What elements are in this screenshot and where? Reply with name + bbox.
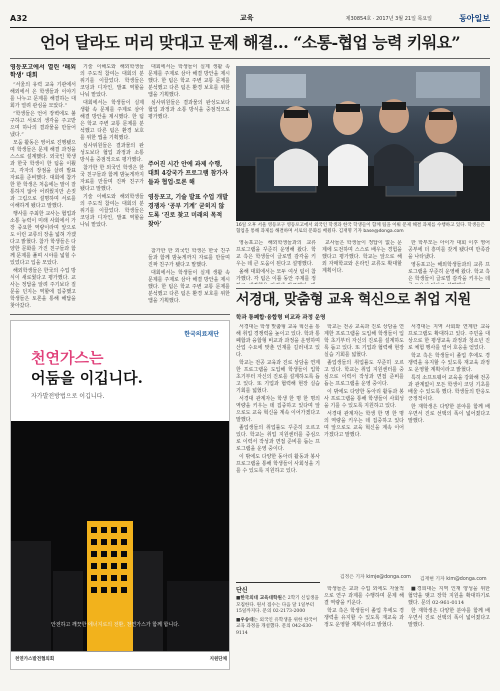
right-paragraph: 이 밖에도 다양한 동아리 활동과 봉사 프로그램을 통해 학생들이 사회성을 기를 수 있도록 지원하고 있다. — [324, 389, 404, 409]
brief-title: 단신 — [236, 587, 248, 594]
right-top-paragraph: 영등포고는 해외학생들과의 교류 프로그램을 꾸준히 운영해 왔다. 학교 측은 학생들이 글로벌 감각을 키우는 데 큰 도움이 된다고 설명했다. — [236, 240, 316, 267]
ad-rule — [10, 314, 230, 315]
pullquote: 영등포고, 기술 발표 수업 개발 경쟁자 ‘공부 기계’ 굳히지 않도록 ‘진로 찾고 미래의 목적 찾아’ — [148, 194, 228, 228]
right-top-col-3 — [408, 240, 490, 284]
left-paragraph: “학생들은 언어 장벽에도 불구하고 서로의 생각을 주고받으며 하나의 결과물을 만들어 냈다.” — [10, 111, 76, 138]
main-headline: 언어 달라도 머리 맞대고 문제 해결… “소통-협업 능력 키워요” — [39, 33, 461, 52]
section-name: 교육 — [240, 14, 254, 22]
left-paragraph: “서울의 유력 교육 기관에서 해외에서 온 학생들과 이야기를 나누고 문제를 해결하는 대회가 열려 관심을 모았다.” — [10, 82, 76, 109]
header-rule — [10, 27, 490, 28]
mid-paragraph: 대회에서는 학생들이 실제 생활 속 문제를 주제로 삼아 해결 방안을 제시했다. 한 팀은 학교 주변 교통 문제를 분석했고 다른 팀은 환경 보호를 위한 앱을 기획했다. — [148, 270, 230, 304]
page-number: A32 — [10, 13, 28, 23]
left-article — [10, 64, 76, 312]
left-paragraph: 해외학생들은 한국의 수업 방식이 새로웠다고 평가했다. 교사는 정답을 알려 주기보다 질문을 던지는 역할에 집중했고 학생들은 토론을 통해 해답을 찾아갔다. — [10, 268, 76, 309]
mid-paragraph: 기술 이해도와 해외학생들의 주도적 참여는 대회의 분위기를 이끌었다. 학생들은 코딩과 디자인, 발표 역할을 나눠 맡았다. — [80, 194, 144, 228]
right-article-subhead: 학과 통폐합·융합형 비교과 과정 운영 — [236, 315, 326, 321]
right-col-byline: 김재현 기자 kim@donga.com — [420, 577, 487, 582]
ad-night-scene — [11, 421, 230, 651]
advertisement — [10, 320, 230, 670]
ad-footer — [11, 651, 230, 670]
pullquote: 주어진 시간 안에 과제 수행, 대회 4강국가 프로그램 참가자들과 협업·토론 해 — [148, 161, 228, 186]
brief-item-head: ■우송대 — [236, 617, 254, 623]
right-paragraph: 서경대 관계자는 학생 한 명 한 명의 역량을 키우는 데 집중하고 있다며 앞으로도 교육 혁신을 계속 이어가겠다고 말했다. — [324, 411, 404, 438]
left-paragraph: 모둠 활동은 영어로 진행됐으며 학생들은 문제 해결 과정을 스스로 설계했다. 외국인 학생과 한국 학생이 한 팀을 이뤘고, 각자의 장점을 살려 발표 자료를 준비했다. 대회에 참가한 한 학생은 처음에는 말이 잘 통하지 않아 어려웠지만 손짓과 그림으로 설명하며 서로를 이해하게 됐다고 말했다. — [10, 140, 76, 209]
ad-sponsor: 지원단체 — [209, 657, 227, 662]
mid-paragraph: 심사위원들은 결과물의 완성도보다 협업 과정과 소통 방식을 중점적으로 평가했다. — [148, 100, 230, 120]
right-paragraph: 졸업생들의 취업률도 꾸준히 오르고 있다. 학교는 취업 지원센터를 중심으로 이력서 작성과 면접 준비를 돕는 프로그램을 운영 중이다. — [324, 360, 404, 387]
right-article-rule — [236, 288, 490, 289]
ad-logo: 한국의료재단 — [184, 331, 219, 338]
brief-item-text: 은 2학기 신입생을 모집한다. 원서 접수는 다음 달 1일부터 15일까지다. 문의 02-2173-2000 — [236, 596, 319, 614]
ad-bottom-line: 안전하고 깨끗한 에너지로의 전환, 천연가스가 함께 합니다. — [51, 622, 180, 628]
mid-paragraph: 참가한 한 외국인 학생은 한국 친구들과 함께 밤늦게까지 자료를 만들며 진짜 친구가 됐다고 말했다. — [148, 248, 230, 268]
news-photo — [236, 66, 490, 221]
brief-item — [236, 618, 320, 638]
photo-caption — [236, 223, 490, 235]
right-top-paragraph: 교사들은 학생들이 정답이 없는 문제에 도전하며 스스로 배우는 경험을 했다고 평가했다. 학교는 앞으로 해외 자매학교와 온라인 교류도 확대할 계획이다. — [322, 240, 402, 274]
brief-item-head: ■한국외대 교육대학원 — [236, 596, 282, 601]
right-article-headline: 서경대, 맞춤형 교육 혁신으로 취업 지원 — [236, 292, 471, 308]
bottom-col-2 — [324, 586, 404, 674]
bottom-paragraph: ■경희대는 지역 인재 양성을 위한 협약을 맺고 장학 지원을 확대하기로 했다. 문의 02-961-0114 — [408, 586, 490, 606]
right-top-paragraph: 올해 대회에서는 모두 여섯 팀이 참가했다. 각 팀은 이틀 동안 주제를 정 — [236, 269, 316, 282]
third-column-top — [148, 64, 230, 156]
right-top-paragraph: 한 학부모는 아이가 대회 이후 영어 공부에 더 흥미를 갖게 됐다며 만족감을 나타냈다. — [408, 240, 490, 260]
right-article-byline: 김정은 기자 kimje@donga.com — [340, 575, 411, 580]
ad-org: 천연가스발전협의회 — [15, 657, 55, 662]
issue-meta: 제30854호 · 2017년 3월 21일 목요일 — [345, 15, 432, 22]
ad-line-1: 천연가스는 — [31, 349, 104, 367]
brief-item-text: 는 외국인 유학생을 위한 한국어 교육 과정을 개설했다. 문의 042-630-9114 — [236, 617, 318, 636]
mid-paragraph: 대회에서는 학생들이 실제 생활 속 문제를 주제로 삼아 해결 방안을 제시했다. 한 팀은 학교 주변 교통 문제를 분석했고 다른 팀은 환경 보호를 위한 앱을 기획했다. — [148, 64, 230, 98]
mid-paragraph: 대회에서는 학생들이 실제 생활 속 문제를 주제로 삼아 해결 방안을 제시했다. 한 팀은 학교 주변 교통 문제를 분석했고 다른 팀은 환경 보호를 위한 앱을 기획했다. — [80, 100, 144, 141]
ad-line-2: 어둠을 이깁니다. — [31, 369, 143, 387]
brief-item — [236, 596, 320, 616]
newspaper-logo: 동아일보 — [459, 12, 490, 23]
left-article-subhead: 영등포고에서 열린 ‘해외학생’ 대회 — [10, 64, 76, 79]
second-column — [80, 64, 144, 312]
left-paragraph: 행사를 주최한 교사는 협업과 소통 능력이 미래 사회에서 가장 중요한 역량이라며 앞으로도 이런 교류의 장을 넓혀 가겠다고 밝혔다. 참가 학생들은 다양한 문화를 가진 친구들과 함께 문제를 풀며 시야를 넓힐 수 있었다고 입을 모았다. — [10, 211, 76, 266]
page-header — [10, 10, 490, 26]
ad-line-3: 자가발전방법으로 이깁니다. — [31, 393, 105, 400]
right-paragraph: 학교는 전공 교육과 진로 상담을 연계한 프로그램을 도입해 학생들이 입학 초기부터 자신의 진로를 설계하도록 돕고 있다. 또 기업과 협력해 현장 실습 기회를 넓혔다. — [236, 360, 320, 394]
caption-text: 16일 오후 서울 영등포구 영등포고에서 외국인 학생과 한국 학생들이 함께 팀을 이뤄 문제 해결 과제를 수행하고 있다. 학생들은 협업을 통해 과제를 해결하며 서로의 문화를 배웠다. — [236, 223, 485, 234]
right-col2-paragraph: 서경대는 지역 사회와 연계한 교육 프로그램도 확대하고 있다. 주민을 대상으로 한 평생교육 과정과 청소년 진로 체험 행사를 열어 호응을 얻었다. — [408, 324, 490, 351]
pullquotes — [148, 160, 230, 235]
right-col2-paragraph: 학교 측은 학생들이 졸업 후에도 경쟁력을 유지할 수 있도록 재교육 과정도 운영할 계획이라고 밝혔다. — [408, 353, 490, 373]
bottom-paragraph: 학생들은 교과 수업 외에도 자율적으로 연구 과제를 수행하며 문제 해결 역량을 키운다. — [324, 586, 404, 606]
right-col2-paragraph: 한 재학생은 다양한 분야를 함께 배우면서 진로 선택의 폭이 넓어졌다고 말했다. — [408, 404, 490, 424]
bottom-col-3 — [408, 586, 490, 674]
students-photo-illustration — [236, 66, 490, 221]
mid-paragraph: 심사위원들은 결과물의 완성도보다 협업 과정과 소통 방식을 중점적으로 평가했다. — [80, 143, 144, 163]
mid-paragraph: 기술 이해도와 해외학생들의 주도적 참여는 대회의 분위기를 이끌었다. 학생들은 코딩과 디자인, 발표 역할을 나눠 맡았다. — [80, 64, 144, 98]
right-top-col-1 — [236, 240, 316, 284]
bottom-paragraph: 한 재학생은 다양한 분야를 함께 배우면서 진로 선택의 폭이 넓어졌다고 말했다. — [408, 608, 490, 628]
right-top-paragraph: 영등포고는 해외학생들과의 교류 프로그램을 꾸준히 운영해 왔다. 학교 측은 학생들이 글로벌 감각을 키우는 데 — [408, 262, 490, 282]
right-paragraph: 서경대 관계자는 학생 한 명 한 명의 역량을 키우는 데 집중하고 있다며 앞으로도 교육 혁신을 계속 이어가겠다고 말했다. — [236, 396, 320, 423]
right-top-col-2 — [322, 240, 402, 284]
bottom-paragraph: 학교 측은 학생들이 졸업 후에도 경쟁력을 유지할 수 있도록 재교육 과정도 운영할 계획이라고 밝혔다. — [324, 608, 404, 628]
news-brief-box — [236, 582, 320, 674]
right-article-col-2 — [324, 324, 404, 574]
right-paragraph: 이 밖에도 다양한 동아리 활동과 봉사 프로그램을 통해 학생들이 사회성을 기를 수 있도록 지원하고 있다. — [236, 454, 320, 474]
third-column-bottom — [148, 248, 230, 312]
headline-rule — [10, 58, 490, 59]
right-article-col-1 — [236, 324, 320, 578]
right-paragraph: 서경대는 학생 맞춤형 교육 혁신을 통해 취업 경쟁력을 높이고 있다. 학과 통폐합과 융합형 비교과 과정을 운영하며 산업 수요에 맞춘 인재를 길러내고 있다. — [236, 324, 320, 358]
photo-credit: 김재명 기자 base@donga.com — [338, 229, 404, 234]
right-col2-paragraph: 특히 소프트웨어 교육을 강화해 전공과 관계없이 모든 학생이 코딩 기초를 배울 수 있도록 했다. 학생들의 반응도 긍정적이다. — [408, 375, 490, 402]
right-paragraph: 졸업생들의 취업률도 꾸준히 오르고 있다. 학교는 취업 지원센터를 중심으로 이력서 작성과 면접 준비를 돕는 프로그램을 운영 중이다. — [236, 425, 320, 452]
right-article-col-3 — [408, 324, 490, 574]
city-skyline-illustration — [11, 421, 230, 651]
right-paragraph: 학교는 전공 교육과 진로 상담을 연계한 프로그램을 도입해 학생들이 입학 초기부터 자신의 진로를 설계하도록 돕고 있다. 또 기업과 협력해 현장 실습 기회를 넓혔다. — [324, 324, 404, 358]
mid-paragraph: 참가한 한 외국인 학생은 한국 친구들과 함께 밤늦게까지 자료를 만들며 진짜 친구가 됐다고 말했다. — [80, 165, 144, 192]
